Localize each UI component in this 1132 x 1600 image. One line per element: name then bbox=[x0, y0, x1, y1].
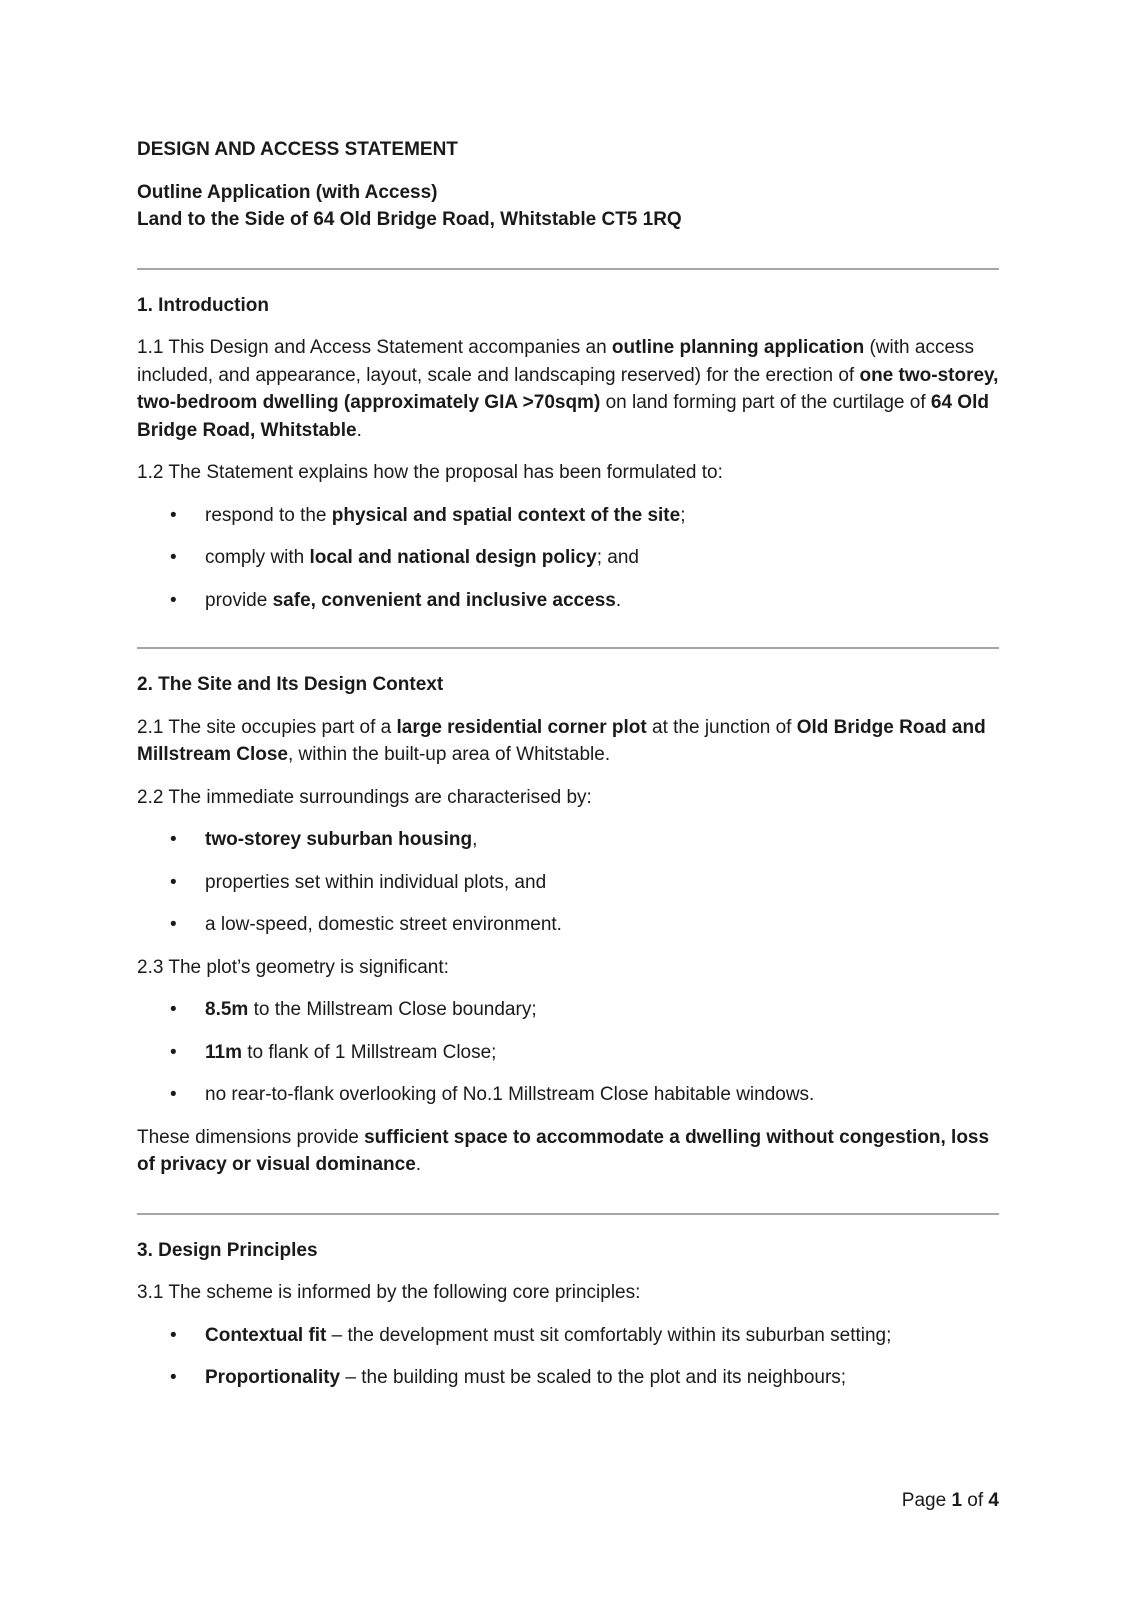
bullet-icon: • bbox=[170, 829, 177, 850]
paragraph-1-2: 1.2 The Statement explains how the proposal has been formulated to: bbox=[137, 462, 723, 483]
section-divider bbox=[137, 1213, 999, 1215]
list-item: • properties set within individual plots, and bbox=[137, 869, 999, 897]
list-item: • Proportionality – the building must be scaled to the plot and its neighbours; bbox=[137, 1364, 999, 1392]
list-item: • 11m to flank of 1 Millstream Close; bbox=[137, 1039, 999, 1067]
list-item: • Contextual fit – the development must sit comfortably within its suburban setting; bbox=[137, 1322, 999, 1350]
paragraph-3-1: 3.1 The scheme is informed by the following core principles: bbox=[137, 1282, 641, 1303]
bullet-list-1-2 bbox=[137, 502, 999, 615]
section-heading-site-context: 2. The Site and Its Design Context bbox=[137, 674, 444, 695]
list-item: • respond to the physical and spatial context of the site; bbox=[137, 502, 999, 530]
bullet-icon: • bbox=[170, 871, 177, 893]
bullet-icon: • bbox=[170, 1084, 177, 1105]
bullet-icon: • bbox=[170, 1367, 177, 1388]
bullet-icon: • bbox=[170, 914, 177, 935]
paragraph-2-1: 2.1 The site occupies part of a large residential corner plot at the junction of Old Bridge Road and Millstream Close, within the built-up area of Whitstable. bbox=[137, 716, 986, 765]
section-heading-design-principles: 3. Design Principles bbox=[137, 1239, 318, 1261]
section-divider bbox=[137, 268, 999, 270]
section-heading-introduction: 1. Introduction bbox=[137, 294, 269, 316]
application-type: Outline Application (with Access) bbox=[137, 181, 438, 203]
bullet-icon: • bbox=[170, 504, 177, 526]
paragraph-1-1: 1.1 This Design and Access Statement accompanies an outline planning application (with access included, and appearance, layout, scale and landscaping reserved) for the erection of one two-storey, two-bedroom dwelling (approximately GIA >70sqm) on land forming part of the curtilage of 64 Old Bridge Road, Whitstable. bbox=[137, 337, 999, 441]
paragraph-2-2: 2.2 The immediate surroundings are characterised by: bbox=[137, 786, 592, 808]
site-address: Land to the Side of 64 Old Bridge Road, Whitstable CT5 1RQ bbox=[137, 209, 682, 230]
list-item: • no rear-to-flank overlooking of No.1 Millstream Close habitable windows. bbox=[137, 1081, 999, 1109]
document-title: DESIGN AND ACCESS STATEMENT bbox=[137, 139, 458, 160]
bullet-icon: • bbox=[170, 1324, 177, 1346]
section-divider bbox=[137, 647, 999, 649]
bullet-icon: • bbox=[170, 1041, 177, 1063]
list-item: • provide safe, convenient and inclusive access. bbox=[137, 587, 999, 615]
list-item: • comply with local and national design policy; and bbox=[137, 544, 999, 572]
document-body bbox=[137, 136, 999, 1407]
list-item: • two-storey suburban housing, bbox=[137, 826, 999, 854]
bullet-icon: • bbox=[170, 547, 177, 568]
paragraph-2-conclusion: These dimensions provide sufficient space to accommodate a dwelling without congestion, loss of privacy or visual dominance. bbox=[137, 1126, 990, 1175]
bullet-icon: • bbox=[170, 999, 177, 1020]
bullet-icon: • bbox=[170, 589, 177, 611]
bullet-list-3-1 bbox=[137, 1322, 999, 1392]
list-item: • 8.5m to the Millstream Close boundary; bbox=[137, 996, 999, 1024]
list-item: • a low-speed, domestic street environment. bbox=[137, 911, 999, 939]
bullet-list-2-2 bbox=[137, 826, 999, 939]
bullet-list-2-3 bbox=[137, 996, 999, 1109]
paragraph-2-3: 2.3 The plot’s geometry is significant: bbox=[137, 956, 449, 978]
page-number: Page 1 of 4 bbox=[901, 1490, 999, 1511]
